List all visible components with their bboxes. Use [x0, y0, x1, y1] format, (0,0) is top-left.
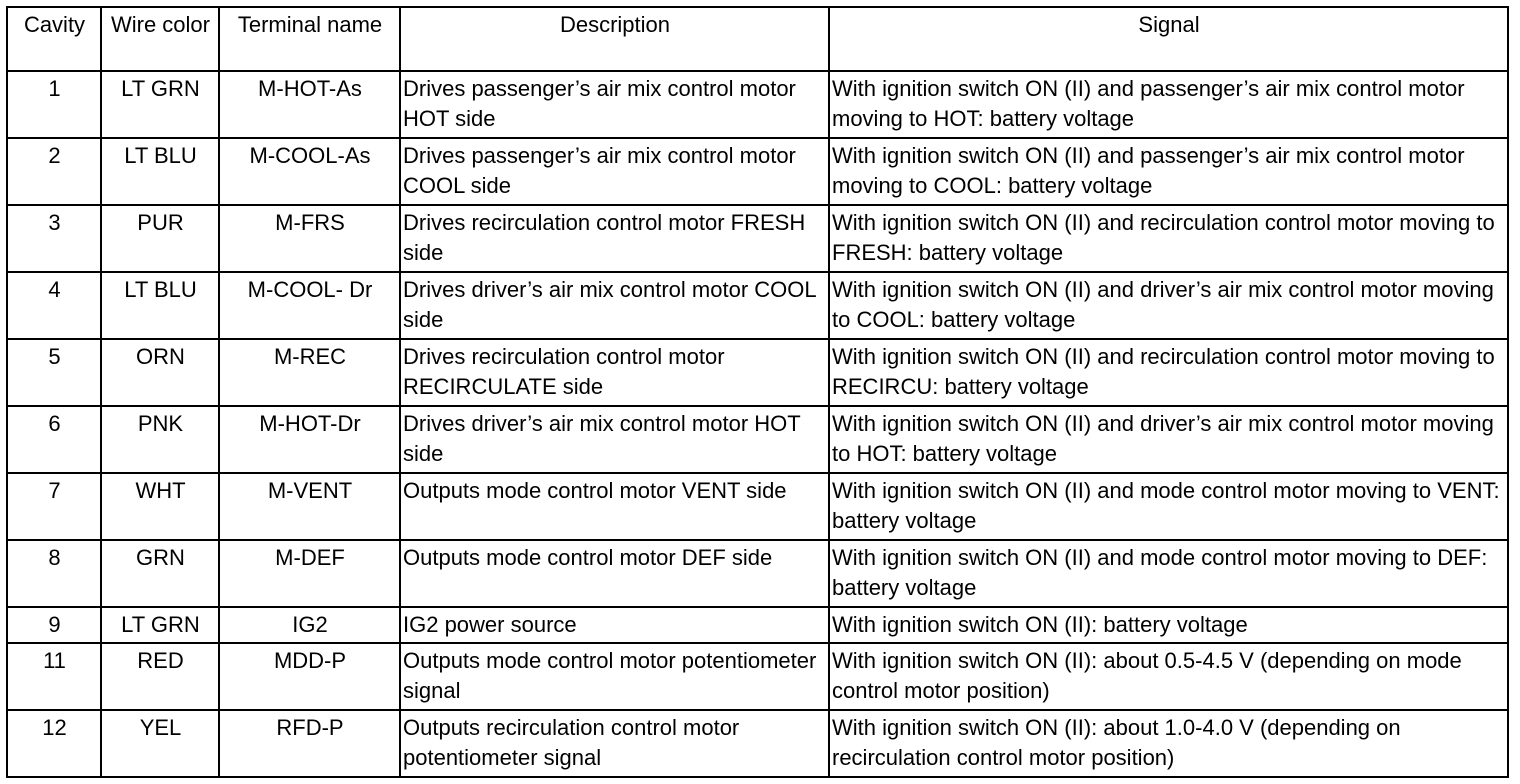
cell-terminal-name: M-DEF — [219, 540, 400, 607]
cell-description: Outputs mode control motor DEF side — [400, 540, 829, 607]
cell-description: Drives passenger’s air mix control motor HOT side — [400, 71, 829, 138]
cell-terminal-name: M-HOT-Dr — [219, 406, 400, 473]
cell-signal: With ignition switch ON (II) and driver’s air mix control motor moving to COOL: battery voltage — [829, 272, 1508, 339]
cell-wire-color: PNK — [101, 406, 219, 473]
cell-terminal-name: IG2 — [219, 607, 400, 643]
cell-wire-color: WHT — [101, 473, 219, 540]
cell-cavity: 11 — [7, 643, 101, 710]
cell-terminal-name: M-HOT-As — [219, 71, 400, 138]
cell-description: Outputs mode control motor potentiometer signal — [400, 643, 829, 710]
cell-wire-color: ORN — [101, 339, 219, 406]
header-wire-color: Wire color — [101, 7, 219, 71]
cell-wire-color: LT GRN — [101, 607, 219, 643]
cell-description: Drives recirculation control motor FRESH side — [400, 205, 829, 272]
cell-cavity: 6 — [7, 406, 101, 473]
cell-terminal-name: MDD-P — [219, 643, 400, 710]
header-description: Description — [400, 7, 829, 71]
cell-terminal-name: M-COOL- Dr — [219, 272, 400, 339]
cell-signal: With ignition switch ON (II) and driver’s air mix control motor moving to HOT: battery voltage — [829, 406, 1508, 473]
cell-terminal-name: RFD-P — [219, 710, 400, 777]
cell-wire-color: RED — [101, 643, 219, 710]
cell-cavity: 2 — [7, 138, 101, 205]
table-header — [7, 7, 1508, 71]
cell-terminal-name: M-REC — [219, 339, 400, 406]
cell-wire-color: LT BLU — [101, 272, 219, 339]
cell-terminal-name: M-VENT — [219, 473, 400, 540]
cell-cavity: 8 — [7, 540, 101, 607]
cell-signal: With ignition switch ON (II) and mode control motor moving to DEF: battery voltage — [829, 540, 1508, 607]
table-row — [7, 205, 1508, 272]
table-row — [7, 406, 1508, 473]
cell-wire-color: GRN — [101, 540, 219, 607]
cell-description: Drives driver’s air mix control motor COOL side — [400, 272, 829, 339]
cell-wire-color: LT GRN — [101, 71, 219, 138]
table-body — [7, 71, 1508, 777]
table-row — [7, 643, 1508, 710]
cell-signal: With ignition switch ON (II) and recirculation control motor moving to FRESH: battery voltage — [829, 205, 1508, 272]
cell-signal: With ignition switch ON (II) and passenger’s air mix control motor moving to HOT: battery voltage — [829, 71, 1508, 138]
cell-description: Outputs mode control motor VENT side — [400, 473, 829, 540]
header-row — [7, 7, 1508, 71]
cell-signal: With ignition switch ON (II) and recirculation control motor moving to RECIRCU: battery voltage — [829, 339, 1508, 406]
header-cavity: Cavity — [7, 7, 101, 71]
table-row — [7, 607, 1508, 643]
cell-description: Drives driver’s air mix control motor HOT side — [400, 406, 829, 473]
terminal-table — [6, 6, 1509, 778]
table-row — [7, 540, 1508, 607]
header-signal: Signal — [829, 7, 1508, 71]
table-row — [7, 272, 1508, 339]
cell-wire-color: LT BLU — [101, 138, 219, 205]
cell-signal: With ignition switch ON (II) and mode control motor moving to VENT: battery voltage — [829, 473, 1508, 540]
cell-signal: With ignition switch ON (II): about 0.5-4.5 V (depending on mode control motor position) — [829, 643, 1508, 710]
cell-cavity: 9 — [7, 607, 101, 643]
cell-signal: With ignition switch ON (II): battery voltage — [829, 607, 1508, 643]
cell-terminal-name: M-FRS — [219, 205, 400, 272]
cell-description: IG2 power source — [400, 607, 829, 643]
cell-description: Drives recirculation control motor RECIRCULATE side — [400, 339, 829, 406]
cell-signal: With ignition switch ON (II) and passenger’s air mix control motor moving to COOL: battery voltage — [829, 138, 1508, 205]
header-terminal-name: Terminal name — [219, 7, 400, 71]
cell-cavity: 4 — [7, 272, 101, 339]
cell-wire-color: YEL — [101, 710, 219, 777]
cell-cavity: 1 — [7, 71, 101, 138]
cell-cavity: 3 — [7, 205, 101, 272]
table-row — [7, 138, 1508, 205]
cell-cavity: 5 — [7, 339, 101, 406]
cell-cavity: 12 — [7, 710, 101, 777]
cell-wire-color: PUR — [101, 205, 219, 272]
cell-cavity: 7 — [7, 473, 101, 540]
cell-signal: With ignition switch ON (II): about 1.0-4.0 V (depending on recirculation control motor position) — [829, 710, 1508, 777]
cell-description: Outputs recirculation control motor potentiometer signal — [400, 710, 829, 777]
table-row — [7, 710, 1508, 777]
cell-terminal-name: M-COOL-As — [219, 138, 400, 205]
table-row — [7, 339, 1508, 406]
table-row — [7, 71, 1508, 138]
table-row — [7, 473, 1508, 540]
cell-description: Drives passenger’s air mix control motor COOL side — [400, 138, 829, 205]
